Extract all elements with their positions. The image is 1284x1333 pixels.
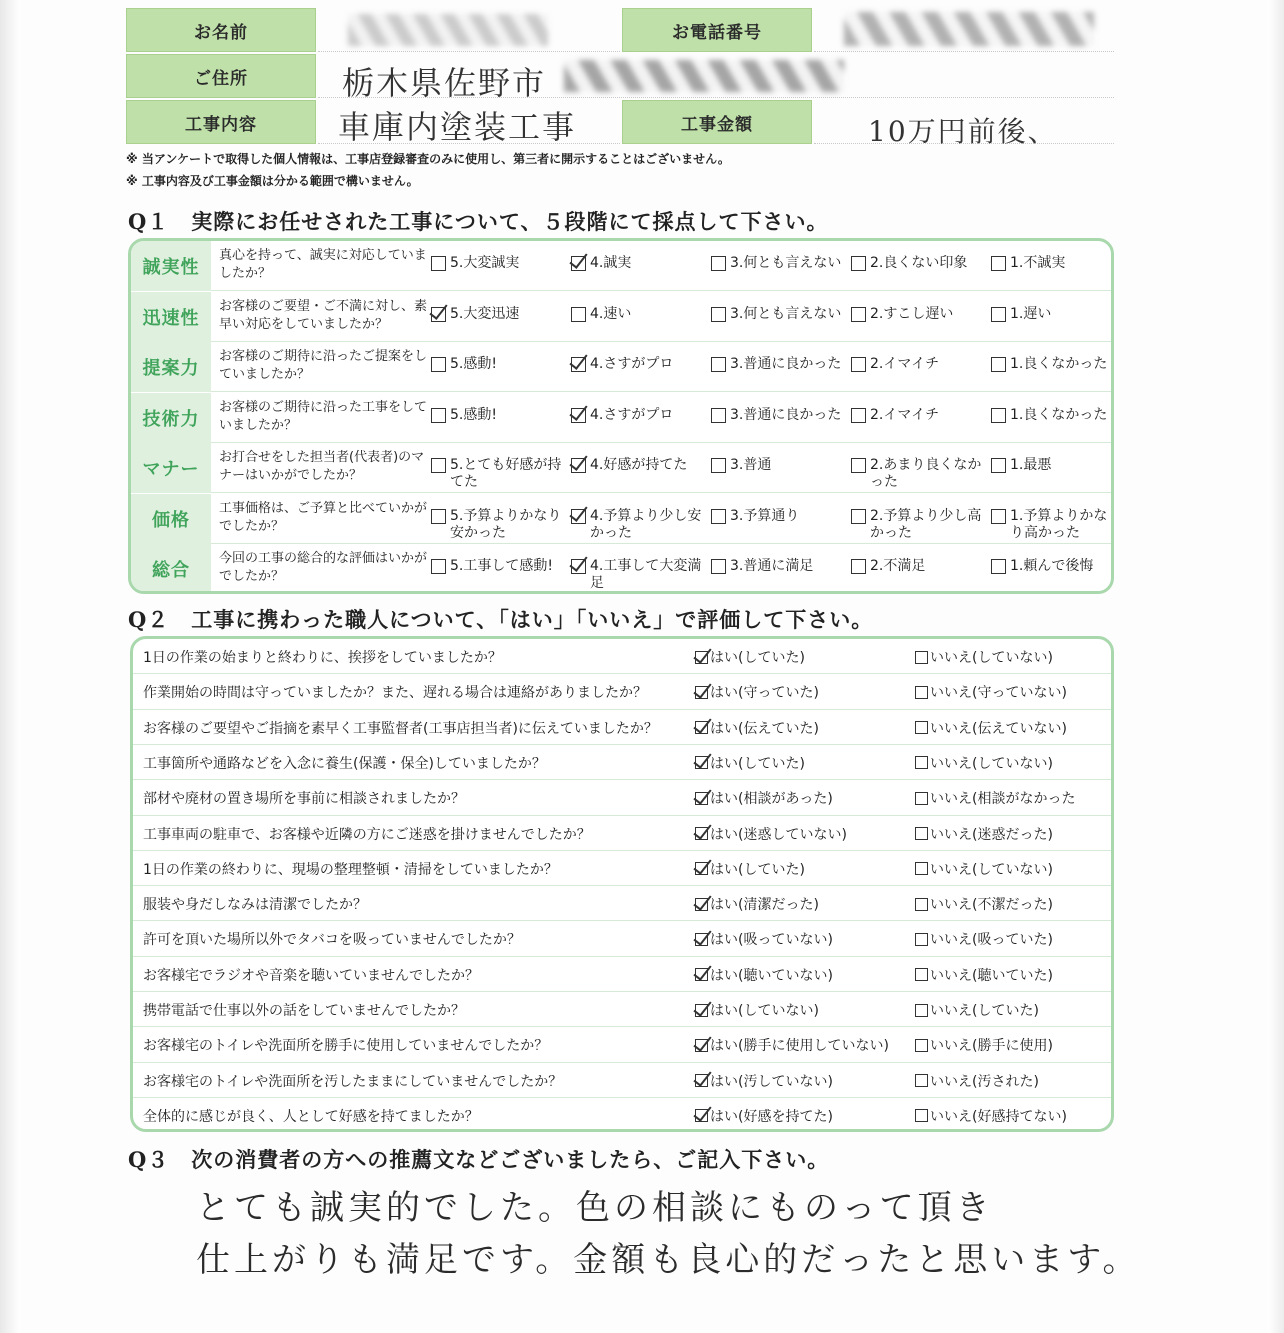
checkbox-icon[interactable]: [915, 968, 928, 981]
q1-option[interactable]: [851, 306, 987, 323]
q2-question: 工事車両の駐車で、お客様や近隣の方にご迷惑を掛けませんでしたか？: [143, 826, 591, 843]
q2-question: 許可を頂いた場所以外でタバコを吸っていませんでしたか？: [143, 932, 521, 949]
q2-no-option[interactable]: [915, 894, 1053, 914]
q2-yes-label: はい(伝えていた): [710, 720, 819, 737]
privacy-note: ※ 当アンケートで取得した個人情報は、工事店登録審査のみに使用し、第三者に開示することはございません。: [126, 152, 730, 166]
q1-row: [131, 443, 1111, 493]
q1-row: [131, 241, 1111, 291]
q2-no-label: いいえ(好感持てない): [930, 1108, 1067, 1125]
q2-no-option[interactable]: [915, 965, 1053, 985]
q1-option[interactable]: [711, 558, 847, 575]
q1-option[interactable]: [711, 457, 847, 474]
checked-checkbox-icon[interactable]: [695, 933, 708, 946]
checkbox-icon[interactable]: [431, 256, 446, 271]
checked-checkbox-icon[interactable]: [431, 307, 446, 322]
q2-row: [133, 710, 1113, 745]
q1-option[interactable]: [571, 558, 707, 592]
q1-option-label: 4.工事して大変満足: [590, 558, 702, 591]
q2-no-label: いいえ(していない): [930, 650, 1053, 666]
q2-row: [133, 1063, 1113, 1098]
q2-yes-label: はい(聴いていない): [710, 967, 833, 984]
checkbox-icon[interactable]: [915, 721, 928, 734]
q1-option-label: 3.何とも言えない: [730, 305, 842, 322]
q2-question: 全体的に感じが良く、人として好感を持てましたか？: [143, 1108, 479, 1125]
q2-no-label: いいえ(聴いていた): [930, 967, 1053, 984]
q1-category: 技術力: [131, 393, 211, 443]
q1-option[interactable]: [711, 407, 847, 424]
address-value: 栃木県佐野市: [342, 64, 547, 102]
checkbox-icon[interactable]: [991, 307, 1006, 322]
q2-no-label: いいえ(守っていない): [930, 685, 1067, 702]
checkbox-icon[interactable]: [851, 408, 866, 423]
q1-option[interactable]: [711, 255, 847, 272]
q2-yes-option[interactable]: [695, 1071, 833, 1091]
q2-no-label: いいえ(していない): [930, 755, 1053, 772]
q2-row: [133, 851, 1113, 886]
checkbox-icon[interactable]: [991, 256, 1006, 271]
checkbox-icon[interactable]: [991, 357, 1006, 372]
checkbox-icon[interactable]: [431, 509, 446, 524]
checked-checkbox-icon[interactable]: [695, 651, 708, 664]
q2-no-label: いいえ(相談がなかった: [930, 791, 1076, 808]
q2-no-option[interactable]: [915, 788, 1075, 808]
amount-value-field: [814, 100, 1114, 148]
q1-title: Q１ 実際にお任せされた工事について、５段階にて採点して下さい。: [128, 209, 829, 234]
q1-row: [131, 494, 1111, 544]
checkbox-icon[interactable]: [915, 792, 928, 805]
q2-row: [133, 886, 1113, 921]
q1-question: お客様のご期待に沿ったご提案をしていましたか？: [219, 349, 428, 382]
q2-row: [133, 639, 1113, 674]
q1-row: [131, 292, 1111, 342]
q2-no-option[interactable]: [915, 859, 1053, 879]
q3-title: Q３ 次の消費者の方への推薦文などございましたら、ご記入下さい。: [128, 1147, 830, 1172]
q1-option[interactable]: [851, 407, 987, 424]
checked-checkbox-icon[interactable]: [695, 1004, 708, 1017]
q1-option[interactable]: [711, 306, 847, 323]
q2-no-option[interactable]: [915, 647, 1053, 667]
q2-no-label: いいえ(伝えていない): [930, 720, 1067, 737]
q1-question: お打合せをした担当者(代表者)のマナーはいかがでしたか？: [219, 450, 425, 483]
q3-comment-line-2: 仕上がりも満足です。金額も良心的だったと思います。: [196, 1240, 1141, 1280]
checked-checkbox-icon[interactable]: [571, 408, 586, 423]
scope-note: ※ 工事内容及び工事金額は分かる範囲で構いません。: [126, 174, 419, 188]
q2-no-label: いいえ(不潔だった): [930, 897, 1053, 914]
q1-option-label: 2.良くない印象: [870, 255, 968, 271]
checkbox-icon[interactable]: [431, 458, 446, 473]
q2-yes-label: はい(吸っていない): [710, 932, 833, 949]
q2-no-label: いいえ(していた): [930, 1003, 1039, 1019]
checkbox-icon[interactable]: [711, 408, 726, 423]
checked-checkbox-icon[interactable]: [695, 792, 708, 805]
checkbox-icon[interactable]: [851, 509, 866, 524]
q2-question: お客様宅でラジオや音楽を聴いていませんでしたか？: [143, 967, 479, 984]
q2-no-option[interactable]: [915, 1106, 1067, 1126]
phone-value: [814, 8, 1114, 52]
q1-option-label: 3.予算通り: [730, 507, 800, 524]
q1-option-label: 2.あまり良くなかった: [870, 457, 982, 490]
checked-checkbox-icon[interactable]: [571, 357, 586, 372]
address-label: ご住所: [126, 54, 316, 98]
q2-yes-option[interactable]: [695, 788, 833, 808]
checked-checkbox-icon[interactable]: [695, 686, 708, 699]
q2-yes-option[interactable]: [695, 1106, 833, 1126]
amount-label: 工事金額: [622, 100, 812, 144]
checkbox-icon[interactable]: [851, 559, 866, 574]
checkbox-icon[interactable]: [915, 1004, 928, 1017]
q2-no-option[interactable]: [915, 1071, 1039, 1091]
q1-question: お客様のご要望・ご不満に対し、素早い対応をしていましたか？: [219, 298, 428, 332]
checked-checkbox-icon[interactable]: [695, 721, 708, 734]
q1-option[interactable]: [991, 508, 1111, 542]
q2-no-label: いいえ(汚された): [930, 1073, 1039, 1090]
q2-yes-label: はい(汚していない): [710, 1073, 833, 1090]
q1-option-label: 3.普通に良かった: [730, 406, 842, 423]
q2-no-option[interactable]: [915, 929, 1053, 949]
q2-yes-option[interactable]: [695, 682, 819, 702]
q2-yes-label: はい(守っていた): [710, 685, 819, 702]
q1-option-label: 5.とても好感が持てた: [450, 457, 562, 490]
q2-no-label: いいえ(吸っていた): [930, 932, 1053, 949]
q2-question: 部材や廃材の置き場所を事前に相談されましたか？: [143, 791, 465, 808]
q1-option[interactable]: [571, 356, 707, 373]
q2-question: 1日の作業の始まりと終わりに、挨拶をしていましたか？: [143, 650, 502, 666]
work-value: 車庫内塗装工事: [338, 108, 577, 146]
q2-no-option[interactable]: [915, 1035, 1053, 1055]
checked-checkbox-icon[interactable]: [695, 898, 708, 911]
checkbox-icon[interactable]: [991, 408, 1006, 423]
amount-value: 10万円前後、: [868, 115, 1058, 148]
checked-checkbox-icon[interactable]: [571, 256, 586, 271]
q1-option-label: 5.感動!: [450, 406, 497, 423]
q2-row: [133, 745, 1113, 780]
q2-yes-label: はい(清潔だった): [710, 897, 819, 914]
q2-question: お客様宅のトイレや洗面所を勝手に使用していませんでしたか？: [143, 1038, 549, 1055]
checkbox-icon[interactable]: [571, 307, 586, 322]
q1-option[interactable]: [851, 255, 987, 272]
q1-option-label: 1.良くなかった: [1010, 406, 1108, 423]
address-value-field: [318, 54, 1114, 102]
q1-option-label: 1.不誠実: [1010, 255, 1066, 271]
q1-option-label: 2.予算より少し高かった: [870, 507, 982, 541]
q1-option-label: 1.良くなかった: [1010, 356, 1108, 372]
q1-option-label: 5.予算よりかなり安かった: [450, 507, 562, 541]
q1-option[interactable]: [431, 306, 567, 323]
checkbox-icon[interactable]: [991, 559, 1006, 574]
q2-row: [133, 992, 1113, 1027]
checkbox-icon[interactable]: [915, 1074, 928, 1087]
q2-yes-option[interactable]: [695, 894, 819, 914]
q1-option[interactable]: [991, 457, 1111, 474]
q2-yes-option[interactable]: [695, 718, 819, 738]
q1-option-label: 1.遅い: [1010, 305, 1052, 322]
phone-label: お電話番号: [622, 8, 812, 52]
q2-yes-label: はい(相談があった): [710, 791, 833, 808]
q2-row: [133, 1027, 1113, 1062]
q1-option[interactable]: [851, 558, 987, 575]
q1-option-label: 2.イマイチ: [870, 356, 940, 372]
q1-option-label: 2.すこし遅い: [870, 305, 954, 322]
q1-category: 総合: [131, 544, 211, 594]
checkbox-icon[interactable]: [991, 458, 1006, 473]
q1-row: [131, 544, 1111, 594]
checkbox-icon[interactable]: [711, 357, 726, 372]
q2-yes-option[interactable]: [695, 647, 805, 667]
q2-no-option[interactable]: [915, 824, 1053, 844]
q2-yes-option[interactable]: [695, 824, 847, 844]
q1-option-label: 4.速い: [590, 305, 632, 322]
name-label: お名前: [126, 8, 316, 52]
q2-question: 工事箇所や通路などを入念に養生(保護・保全)していましたか？: [143, 755, 546, 772]
q1-option[interactable]: [851, 457, 987, 491]
checkbox-icon[interactable]: [851, 357, 866, 372]
checkbox-icon[interactable]: [711, 509, 726, 524]
work-label: 工事内容: [126, 100, 316, 144]
q1-option-label: 3.普通に良かった: [730, 356, 842, 372]
q2-row: [133, 957, 1113, 992]
q2-row: [133, 1098, 1113, 1132]
checkbox-icon[interactable]: [711, 458, 726, 473]
q1-category: 提案力: [131, 342, 211, 392]
q1-option-label: 4.予算より少し安かった: [590, 507, 702, 541]
q1-option[interactable]: [851, 356, 987, 373]
q1-category: 迅速性: [131, 292, 211, 342]
q1-question: お客様のご期待に沿った工事をしていましたか？: [219, 399, 428, 433]
q1-option[interactable]: [991, 306, 1111, 323]
q1-option[interactable]: [991, 407, 1111, 424]
q1-rating-table: [128, 238, 1114, 594]
q1-option-label: 5.大変誠実: [450, 255, 520, 271]
checked-checkbox-icon[interactable]: [695, 968, 708, 981]
redacted-phone: [844, 12, 1094, 46]
q1-option-label: 5.大変迅速: [450, 305, 520, 322]
checkbox-icon[interactable]: [915, 1039, 928, 1052]
q1-question: 今回の工事の総合的な評価はいかがでしたか？: [219, 551, 428, 584]
q2-question: お客様のご要望やご指摘を素早く工事監督者(工事店担当者)に伝えていましたか？: [143, 720, 658, 737]
checked-checkbox-icon[interactable]: [571, 458, 586, 473]
q2-no-option[interactable]: [915, 682, 1067, 702]
q2-no-option[interactable]: [915, 718, 1067, 738]
q2-question: お客様宅のトイレや洗面所を汚したままにしていませんでしたか？: [143, 1073, 563, 1090]
q2-no-option[interactable]: [915, 753, 1053, 773]
q2-yes-option[interactable]: [695, 929, 833, 949]
q1-category: 誠実性: [131, 241, 211, 291]
q1-option[interactable]: [711, 508, 847, 525]
q2-question: 作業開始の時間は守っていましたか？また、遅れる場合は連絡がありましたか？: [143, 685, 647, 702]
scan-edge-left: [0, 0, 20, 1333]
checkbox-icon[interactable]: [915, 756, 928, 769]
q2-yes-option[interactable]: [695, 753, 805, 773]
checkbox-icon[interactable]: [915, 933, 928, 946]
work-value-field: [318, 100, 620, 144]
checked-checkbox-icon[interactable]: [571, 559, 586, 574]
checkbox-icon[interactable]: [915, 898, 928, 911]
q1-option[interactable]: [571, 255, 707, 272]
checkbox-icon[interactable]: [711, 256, 726, 271]
checkbox-icon[interactable]: [915, 827, 928, 840]
checkbox-icon[interactable]: [915, 862, 928, 875]
scan-edge-right: [1268, 0, 1284, 1333]
checkbox-icon[interactable]: [915, 1109, 928, 1122]
q1-option-label: 2.イマイチ: [870, 406, 940, 423]
q2-yes-no-table: [130, 636, 1114, 1132]
q2-question: 1日の作業の終わりに、現場の整理整頓・清掃をしていましたか？: [143, 861, 558, 878]
checkbox-icon[interactable]: [431, 357, 446, 372]
q1-option-label: 5.工事して感動!: [450, 558, 553, 574]
q2-yes-option[interactable]: [695, 965, 833, 985]
q1-option-label: 4.さすがプロ: [590, 406, 674, 423]
checked-checkbox-icon[interactable]: [695, 827, 708, 840]
q1-option[interactable]: [571, 407, 707, 424]
q2-yes-option[interactable]: [695, 1035, 889, 1055]
checkbox-icon[interactable]: [851, 458, 866, 473]
checkbox-icon[interactable]: [915, 686, 928, 699]
q2-question: 携帯電話で仕事以外の話をしていませんでしたか？: [143, 1003, 465, 1019]
redacted-address: [564, 60, 844, 92]
q2-row: [133, 816, 1113, 851]
q1-option[interactable]: [431, 356, 567, 373]
checked-checkbox-icon[interactable]: [695, 1039, 708, 1052]
q1-option[interactable]: [711, 356, 847, 373]
q1-question: 工事価格は、ご予算と比べていかがでしたか？: [219, 500, 428, 534]
q2-row: [133, 921, 1113, 956]
checked-checkbox-icon[interactable]: [571, 509, 586, 524]
q2-yes-label: はい(勝手に使用していない): [710, 1038, 889, 1055]
q2-no-label: いいえ(していない): [930, 861, 1053, 878]
q1-option-label: 2.不満足: [870, 558, 926, 574]
q1-option-label: 3.普通: [730, 457, 772, 473]
q1-option-label: 3.普通に満足: [730, 558, 814, 574]
checkbox-icon[interactable]: [851, 256, 866, 271]
q1-option-label: 1.頼んで後悔: [1010, 558, 1094, 574]
q1-option-label: 5.感動!: [450, 356, 497, 372]
q2-no-label: いいえ(迷惑だった): [930, 826, 1053, 843]
q1-row: [131, 342, 1111, 392]
q2-yes-option[interactable]: [695, 859, 805, 879]
checked-checkbox-icon[interactable]: [695, 1109, 708, 1122]
q1-option-label: 1.予算よりかなり高かった: [1010, 507, 1108, 541]
q2-yes-label: はい(迷惑していない): [710, 826, 847, 843]
q2-yes-label: はい(していた): [710, 650, 805, 666]
q1-option[interactable]: [991, 255, 1111, 272]
checkbox-icon[interactable]: [711, 307, 726, 322]
q2-yes-label: はい(していた): [710, 861, 805, 878]
checkbox-icon[interactable]: [991, 509, 1006, 524]
q1-category: 価格: [131, 494, 211, 544]
q2-yes-option[interactable]: [695, 1000, 819, 1020]
checked-checkbox-icon[interactable]: [695, 756, 708, 769]
q2-question: 服装や身だしなみは清潔でしたか？: [143, 897, 367, 914]
q2-yes-label: はい(していない): [710, 1003, 819, 1019]
q2-row: [133, 780, 1113, 815]
checkbox-icon[interactable]: [711, 559, 726, 574]
q1-option[interactable]: [431, 558, 567, 575]
q1-option[interactable]: [991, 558, 1111, 575]
q1-option-label: 3.何とも言えない: [730, 255, 842, 271]
checked-checkbox-icon[interactable]: [695, 862, 708, 875]
checkbox-icon[interactable]: [431, 559, 446, 574]
q1-option[interactable]: [431, 255, 567, 272]
q1-option[interactable]: [851, 508, 987, 542]
q1-category: マナー: [131, 443, 211, 493]
q1-option[interactable]: [571, 306, 707, 323]
q1-option[interactable]: [431, 508, 567, 542]
redacted-name: [348, 14, 548, 46]
q3-comment-line-1: とても誠実的でした。色の相談にものって頂き: [196, 1188, 994, 1228]
q2-no-option[interactable]: [915, 1000, 1039, 1020]
name-value: [318, 8, 620, 52]
q1-option[interactable]: [991, 356, 1111, 373]
q2-row: [133, 674, 1113, 709]
q1-option-label: 4.さすがプロ: [590, 356, 674, 372]
checkbox-icon[interactable]: [431, 408, 446, 423]
checkbox-icon[interactable]: [851, 307, 866, 322]
q1-option[interactable]: [571, 508, 707, 542]
q2-no-label: いいえ(勝手に使用): [930, 1038, 1053, 1055]
q1-option[interactable]: [431, 407, 567, 424]
q1-option-label: 1.最悪: [1010, 457, 1052, 473]
q2-yes-label: はい(していた): [710, 755, 805, 772]
q1-row: [131, 393, 1111, 443]
q2-yes-label: はい(好感を持てた): [710, 1108, 833, 1125]
checkbox-icon[interactable]: [915, 651, 928, 664]
q1-option-label: 4.好感が持てた: [590, 457, 688, 473]
checked-checkbox-icon[interactable]: [695, 1074, 708, 1087]
q1-option[interactable]: [431, 457, 567, 491]
q1-question: 真心を持って、誠実に対応していましたか？: [219, 248, 427, 281]
q1-option[interactable]: [571, 457, 707, 474]
q2-title: Q２ 工事に携わった職人について、「はい」「いいえ」で評価して下さい。: [128, 607, 874, 632]
q1-option-label: 4.誠実: [590, 255, 632, 271]
